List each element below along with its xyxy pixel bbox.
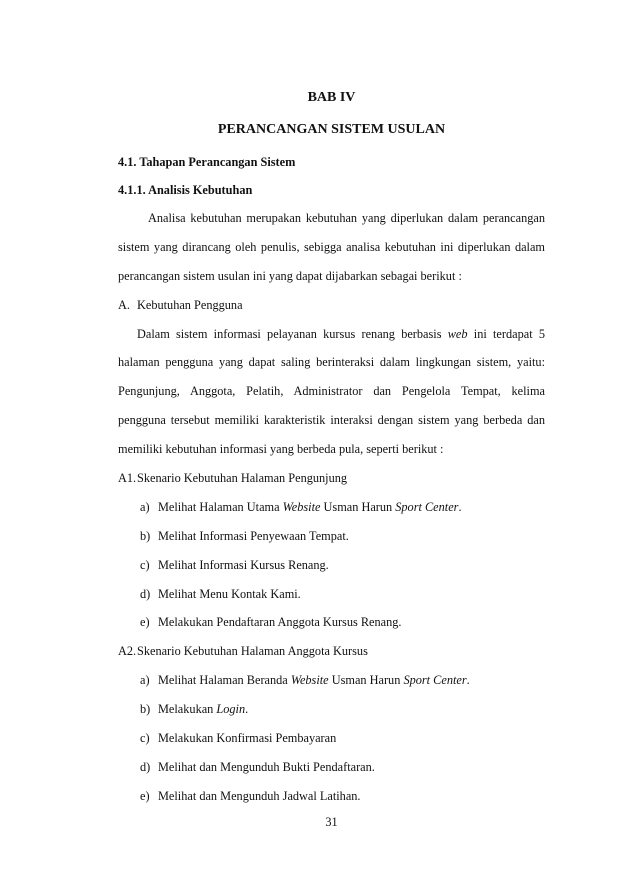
- text-segment: Dalam sistem informasi pelayanan kursus renang berbasis: [137, 326, 448, 341]
- paragraph-line: memiliki kebutuhan informasi yang berbeda pula, seperti berikut :: [118, 442, 444, 457]
- text-segment: Melakukan: [158, 702, 217, 717]
- heading-marker: A.: [118, 297, 130, 312]
- list-item-text: Melihat Informasi Kursus Renang.: [158, 557, 329, 572]
- text-segment: .: [245, 702, 249, 717]
- list-item: [118, 551, 545, 580]
- text-segment: Melihat Halaman Utama: [158, 499, 283, 514]
- list-marker: e): [140, 615, 150, 630]
- list-item-text: [158, 673, 470, 687]
- list-marker: c): [140, 731, 150, 746]
- italic-term: Login: [216, 702, 246, 717]
- section-heading: [118, 148, 545, 176]
- list-marker: e): [140, 788, 150, 803]
- heading-marker: A2.: [118, 644, 137, 659]
- paragraph-line: perancangan sistem usulan ini yang dapat dijabarkan sebagai berikut :: [118, 268, 462, 283]
- paragraph-line: Pengunjung, Anggota, Pelatih, Administrator dan Pengelola Tempat, kelima: [118, 384, 545, 399]
- list-marker: b): [140, 702, 151, 717]
- list-marker: a): [140, 499, 150, 514]
- section-number: 4.1.: [118, 155, 137, 169]
- paragraph-line: [118, 320, 545, 349]
- list-item-text: Melihat dan Mengunduh Bukti Pendaftaran.: [158, 759, 375, 774]
- list-item-text: Melihat dan Mengunduh Jadwal Latihan.: [158, 788, 361, 803]
- intro-paragraph: [118, 204, 545, 291]
- section-title: Tahapan Perancangan Sistem: [139, 155, 296, 169]
- italic-term: Sport Center: [403, 673, 467, 688]
- list-item: [118, 753, 545, 782]
- text-segment: Usman Harun: [320, 499, 396, 514]
- paragraph-line: Analisa kebutuhan merupakan kebutuhan yang diperlukan dalam perancangan: [148, 211, 545, 225]
- list-item: [118, 522, 545, 551]
- list-item-text: Melakukan Pendaftaran Anggota Kursus Renang.: [158, 615, 402, 630]
- list-marker: b): [140, 528, 151, 543]
- heading-title: Skenario Kebutuhan Halaman Anggota Kursus: [137, 644, 368, 659]
- heading-title: Skenario Kebutuhan Halaman Pengunjung: [137, 471, 348, 486]
- text-segment: .: [466, 673, 470, 688]
- member-scenario-list: [118, 666, 545, 810]
- member-scenario-heading: [118, 637, 545, 666]
- list-item: [118, 493, 545, 522]
- list-item-text: [158, 500, 462, 514]
- subsection-heading: [118, 176, 545, 204]
- text-segment: ini terdapat 5: [467, 326, 545, 341]
- list-item-text: [158, 702, 248, 716]
- user-needs-paragraph: [118, 320, 545, 464]
- list-item-text: Melakukan Konfirmasi Pembayaran: [158, 731, 337, 746]
- list-item-text: Melihat Menu Kontak Kami.: [158, 586, 301, 601]
- page-number: 31: [325, 815, 338, 829]
- list-item: [118, 666, 545, 695]
- list-item: [118, 580, 545, 609]
- list-marker: d): [140, 759, 151, 774]
- italic-term: web: [447, 326, 468, 341]
- visitor-scenario-heading: [118, 464, 545, 493]
- subsection-number: 4.1.1.: [118, 183, 146, 197]
- chapter-title: PERANCANGAN SISTEM USULAN: [217, 122, 446, 137]
- subsection-title: Analisis Kebutuhan: [148, 183, 253, 197]
- visitor-scenario-list: [118, 493, 545, 637]
- text-segment: Usman Harun: [328, 673, 404, 688]
- list-marker: a): [140, 673, 150, 688]
- italic-term: Website: [282, 499, 321, 514]
- user-needs-heading: [118, 291, 545, 320]
- paragraph-line: sistem yang dirancang oleh penulis, sebigga analisa kebutuhan ini diperlukan dalam: [118, 239, 545, 254]
- list-marker: d): [140, 586, 151, 601]
- heading-marker: A1.: [118, 471, 137, 486]
- page-content: [118, 82, 545, 811]
- list-item: [118, 724, 545, 753]
- paragraph-line: pengguna tersebut memiliki karakteristik interaksi dengan sistem yang berbeda dan: [118, 413, 545, 428]
- list-item-text: Melihat Informasi Penyewaan Tempat.: [158, 528, 349, 543]
- list-item: [118, 782, 545, 811]
- paragraph-line: halaman pengguna yang dapat saling berinteraksi dalam lingkungan sistem, yaitu:: [118, 355, 545, 370]
- chapter-label: BAB IV: [307, 90, 356, 105]
- list-item: [118, 695, 545, 724]
- italic-term: Website: [290, 673, 329, 688]
- italic-term: Sport Center: [395, 499, 459, 514]
- list-item: [118, 608, 545, 637]
- heading-title: Kebutuhan Pengguna: [137, 297, 243, 312]
- text-segment: Melihat Halaman Beranda: [158, 673, 291, 688]
- list-marker: c): [140, 557, 150, 572]
- text-segment: .: [458, 499, 462, 514]
